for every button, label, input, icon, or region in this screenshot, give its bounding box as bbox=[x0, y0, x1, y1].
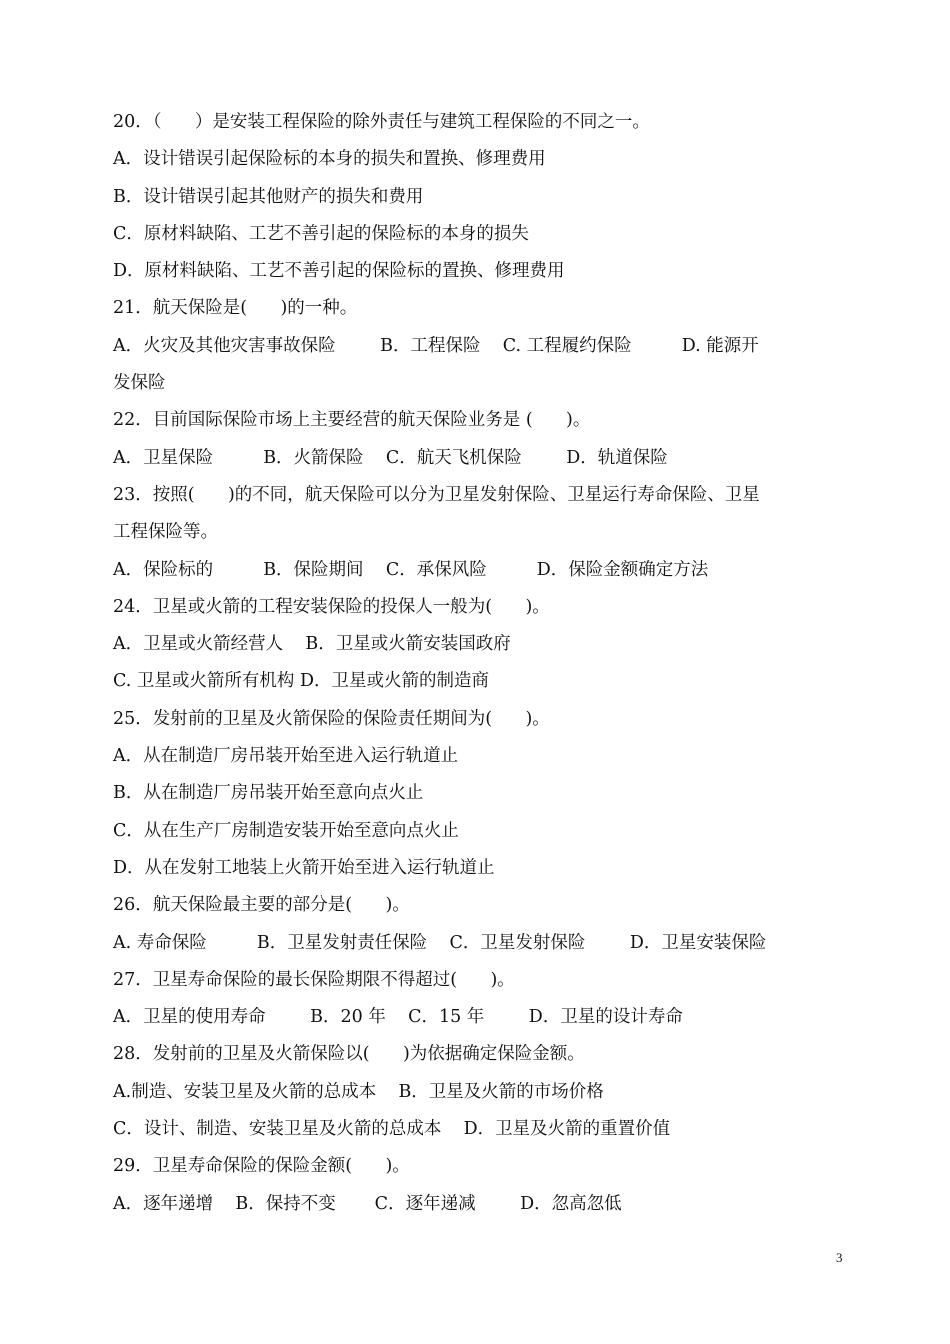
question-24-options-cd: C. 卫星或火箭所有机构 D．卫星或火箭的制造商 bbox=[113, 671, 489, 692]
question-29-options: A．逐年递增 B．保持不变 C．逐年递减 D．忽高忽低 bbox=[113, 1193, 622, 1214]
question-20-option-d: D．原材料缺陷、工艺不善引起的保险标的置换、修理费用 bbox=[113, 261, 565, 282]
question-20-option-b: B．设计错误引起其他财产的损失和费用 bbox=[113, 186, 424, 207]
question-25-option-c: C．从在生产厂房制造安装开始至意向点火止 bbox=[113, 820, 459, 841]
page-number: 3 bbox=[836, 1250, 843, 1265]
question-25-option-d: D．从在发射工地装上火箭开始至进入运行轨道止 bbox=[113, 857, 495, 878]
question-22-stem: 22．目前国际保险市场上主要经营的航天保险业务是 ( )。 bbox=[113, 410, 591, 431]
question-25-option-b: B．从在制造厂房吊装开始至意向点火止 bbox=[113, 783, 424, 804]
question-list bbox=[113, 104, 853, 1223]
question-23-options: A．保险标的 B．保险期间 C．承保风险 D．保险金额确定方法 bbox=[113, 559, 709, 580]
question-20-option-c: C．原材料缺陷、工艺不善引起的保险标的本身的损失 bbox=[113, 223, 529, 244]
question-25-option-a: A．从在制造厂房吊装开始至进入运行轨道止 bbox=[113, 746, 459, 767]
question-21-options: A．火灾及其他灾害事故保险 B．工程保险 C. 工程履约保险 D. 能源开 bbox=[113, 335, 759, 356]
question-22-options: A．卫星保险 B．火箭保险 C．航天飞机保险 D．轨道保险 bbox=[113, 447, 668, 468]
question-25-stem: 25．发射前的卫星及火箭保险的保险责任期间为( )。 bbox=[113, 708, 550, 729]
question-28-options-cd: C．设计、制造、安装卫星及火箭的总成本 D．卫星及火箭的重置价值 bbox=[113, 1119, 671, 1140]
question-20-option-a: A．设计错误引起保险标的本身的损失和置换、修理费用 bbox=[113, 149, 546, 170]
question-20-stem: 20．（ ）是安装工程保险的除外责任与建筑工程保险的不同之一。 bbox=[113, 112, 650, 132]
question-24-options-ab: A．卫星或火箭经营人 B．卫星或火箭安装国政府 bbox=[113, 634, 511, 655]
question-28-stem: 28．发射前的卫星及火箭保险以( )为依据确定保险金额。 bbox=[113, 1044, 585, 1065]
question-29-stem: 29．卫星寿命保险的保险金额( )。 bbox=[113, 1156, 410, 1177]
question-23-stem: 23．按照( )的不同，航天保险可以分为卫星发射保险、卫星运行寿命保险、卫星 bbox=[113, 484, 760, 505]
question-26-options: A. 寿命保险 B．卫星发射责任保险 C．卫星发射保险 D．卫星安装保险 bbox=[113, 932, 767, 953]
question-27-stem: 27．卫星寿命保险的最长保险期限不得超过( )。 bbox=[113, 969, 515, 990]
question-23-stem-continued: 工程保险等。 bbox=[113, 522, 218, 543]
question-26-stem: 26．航天保险最主要的部分是( )。 bbox=[113, 895, 410, 916]
question-21-options-continued: 发保险 bbox=[113, 373, 166, 394]
question-27-options: A．卫星的使用寿命 B．20 年 C．15 年 D．卫星的设计寿命 bbox=[113, 1007, 683, 1028]
question-28-options-ab: A.制造、安装卫星及火箭的总成本 B．卫星及火箭的市场价格 bbox=[113, 1081, 604, 1102]
question-24-stem: 24．卫星或火箭的工程安装保险的投保人一般为( )。 bbox=[113, 596, 550, 617]
question-21-stem: 21．航天保险是( )的一种。 bbox=[113, 298, 358, 319]
